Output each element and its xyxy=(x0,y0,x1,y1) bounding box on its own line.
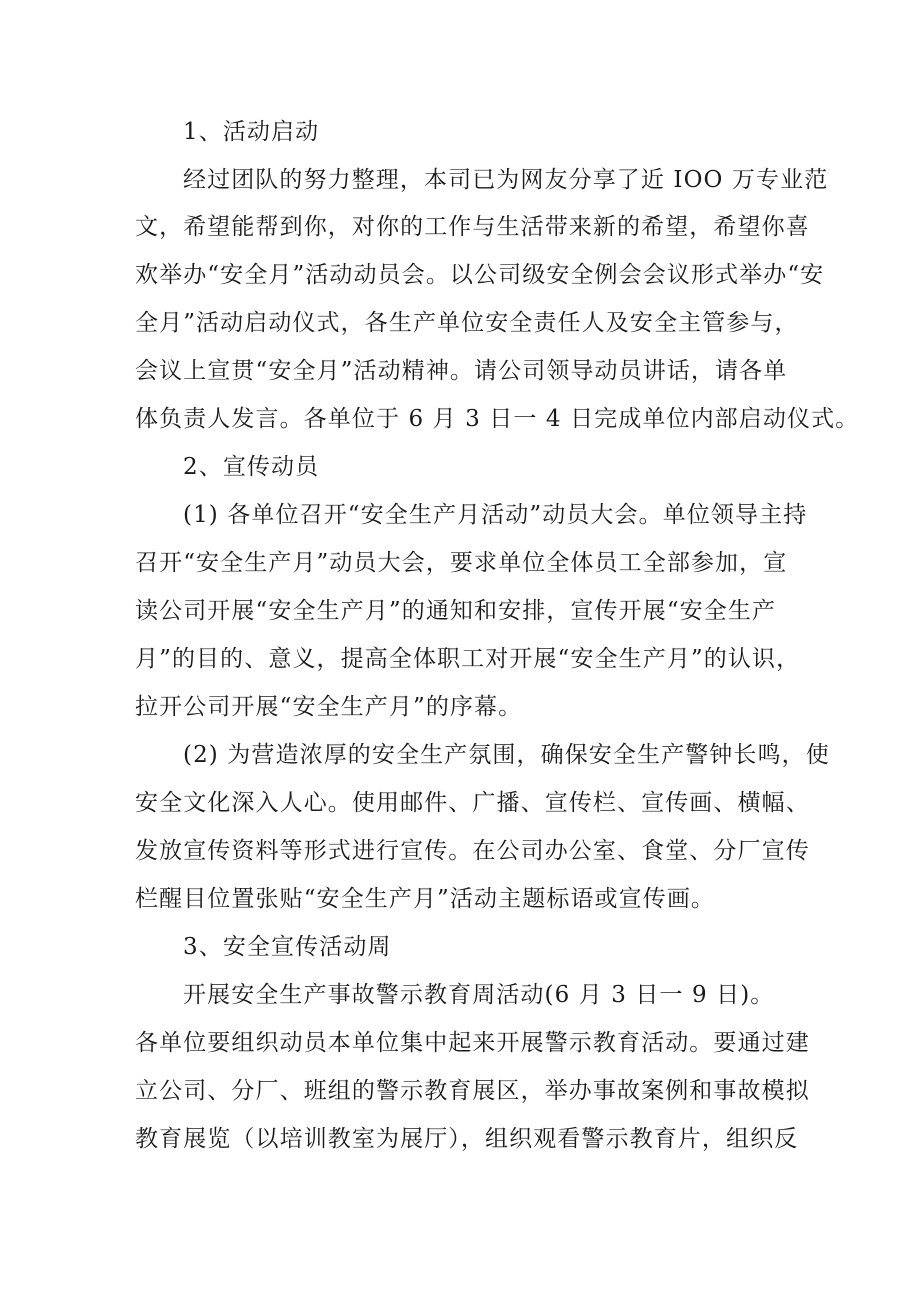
paragraph-line: 教育展览（以培训教室为展厅），组织观看警示教育片，组织反 xyxy=(135,1126,799,1152)
section-heading-3: 3、安全宣传活动周 xyxy=(183,934,392,960)
paragraph-line: 欢举办“安全月”活动动员会。以公司级安全例会会议形式举办“安 xyxy=(135,262,825,288)
paragraph-line: 发放宣传资料等形式进行宣传。在公司办公室、食堂、分厂宣传 xyxy=(135,838,810,864)
paragraph-line: 月”的目的、意义，提高全体职工对开展“安全生产月”的认识， xyxy=(135,646,801,672)
paragraph-line: (1) 各单位召开“安全生产月活动”动员大会。单位领导主持 xyxy=(183,502,808,528)
paragraph-line: (2) 为营造浓厚的安全生产氛围，确保安全生产警钟长鸣，使 xyxy=(183,742,830,768)
paragraph-line: 会议上宣贯“安全月”活动精神。请公司领导动员讲话，请各单 xyxy=(135,358,788,384)
paragraph-line: 文，希望能帮到你，对你的工作与生活带来新的希望，希望你喜 xyxy=(135,214,810,240)
section-heading-2: 2、宣传动员 xyxy=(183,454,320,480)
paragraph-line: 读公司开展“安全生产月”的通知和安排，宣传开展“安全生产 xyxy=(135,598,777,624)
paragraph-line: 立公司、分厂、班组的警示教育展区，举办事故案例和事故模拟 xyxy=(135,1078,810,1104)
paragraph-line: 栏醒目位置张贴“安全生产月”活动主题标语或宣传画。 xyxy=(135,886,716,912)
paragraph-line: 各单位要组织动员本单位集中起来开展警示教育活动。要通过建 xyxy=(135,1030,810,1056)
paragraph-line: 拉开公司开展“安全生产月”的序幕。 xyxy=(135,694,523,720)
paragraph-line: 开展安全生产事故警示教育周活动(6 月 3 日一 9 日)。 xyxy=(183,982,775,1008)
paragraph-line: 召开“安全生产月”动员大会，要求单位全体员工全部参加，宣 xyxy=(135,550,788,576)
paragraph-line: 经过团队的努力整理，本司已为网友分享了近 IOO 万专业范 xyxy=(183,167,829,193)
paragraph-line: 体负责人发言。各单位于 6 月 3 日一 4 日完成单位内部启动仪式。 xyxy=(135,406,860,432)
section-heading-1: 1、活动启动 xyxy=(183,119,320,145)
paragraph-line: 全月”活动启动仪式，各生产单位安全责任人及安全主管参与， xyxy=(135,310,799,336)
paragraph-line: 安全文化深入人心。使用邮件、广播、宣传栏、宣传画、横幅、 xyxy=(135,790,810,816)
